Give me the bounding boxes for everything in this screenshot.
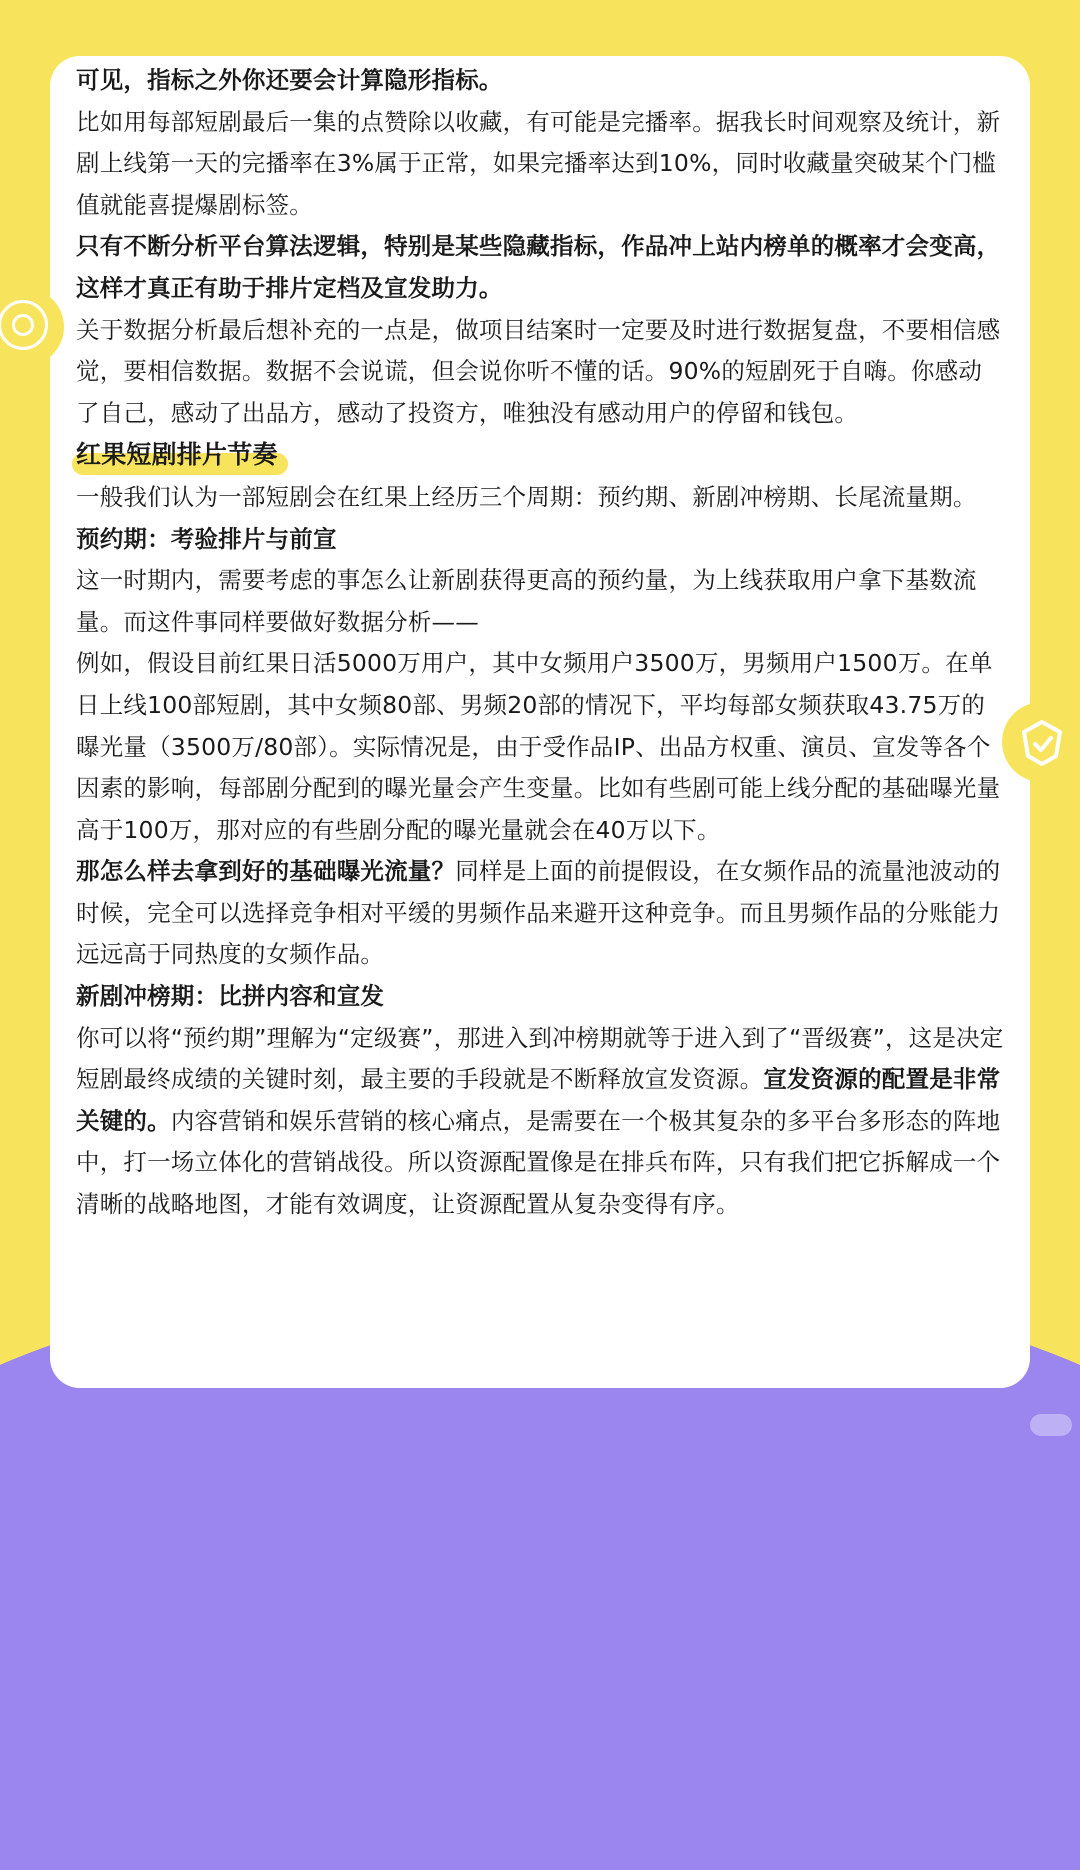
shield-check-icon bbox=[1002, 702, 1080, 782]
subheading-reservation-period: 预约期：考验排片与前宣 bbox=[76, 524, 337, 553]
paragraph-promotion-a: 你可以将“预约期”理解为“定级赛”，那进入到冲榜期就等于进入到了“晋级赛”，这是决定短剧最终成绩的关键时刻，最主要的手段就是不断释放宣发资源。 bbox=[76, 1023, 1004, 1094]
subheading-ranking-period: 新剧冲榜期：比拼内容和宣发 bbox=[76, 982, 385, 1011]
paragraph-reservation-detail: 这一时期内，需要考虑的事怎么让新剧获得更高的预约量，为上线获取用户拿下基数流量。而这件事同样要做好数据分析—— bbox=[76, 566, 977, 636]
paragraph-hidden-metrics-heading: 可见，指标之外你还要会计算隐形指标。 bbox=[76, 66, 503, 94]
bold-question: 那怎么样去拿到好的基础曝光流量？ bbox=[76, 857, 456, 886]
paragraph-completion-rate: 比如用每部短剧最后一集的点赞除以收藏，有可能是完播率。据我长时间观察及统计，新剧上线第一天的完播率在3%属于正常，如果完播率达到10%，同时收藏量突破某个门槛值就能喜提爆剧标签。 bbox=[76, 107, 1001, 219]
article-card bbox=[50, 56, 1030, 1388]
shield-check-svg bbox=[1002, 702, 1080, 782]
section-title-text: 红果短剧排片节奏 bbox=[76, 440, 278, 470]
paragraph-promotion bbox=[76, 1018, 1004, 1226]
paragraph-data-review: 关于数据分析最后想补充的一点是，做项目结案时一定要及时进行数据复盘，不要相信感觉，要相信数据。数据不会说谎，但会说你听不懂的话。90%的短剧死于自嗨。你感动了自己，感动了出品方，感动了投资方，唯独没有感动用户的停留和钱包。 bbox=[76, 315, 1001, 427]
paragraph-three-periods: 一般我们认为一部短剧会在红果上经历三个周期：预约期、新剧冲榜期、长尾流量期。 bbox=[76, 482, 977, 511]
section-title-wrap bbox=[76, 434, 1004, 477]
paragraph-base-exposure bbox=[76, 851, 1004, 976]
watermark-badge bbox=[1030, 1414, 1072, 1436]
paragraph-algorithm-analysis: 只有不断分析平台算法逻辑，特别是某些隐藏指标，作品冲上站内榜单的概率才会变高，这样才真正有助于排片定档及宣发助力。 bbox=[76, 232, 1001, 302]
paragraph-promotion-b: 内容营销和娱乐营销的核心痛点，是需要在一个极其复杂的多平台多形态的阵地中，打一场立体化的营销战役。所以资源配置像是在排兵布阵，只有我们把它拆解成一个清晰的战略地图，才能有效调度，让资源配置从复杂变得有序。 bbox=[76, 1106, 1001, 1219]
bold-promotion-key: 宣发资源的配置是非常关键的。 bbox=[76, 1065, 1001, 1135]
section-title bbox=[76, 434, 278, 477]
paragraph-exposure-example: 例如，假设目前红果日活5000万用户，其中女频用户3500万，男频用户1500万。在单日上线100部短剧，其中女频80部、男频20部的情况下，平均每部女频获取43.75万的曝光量（3500万/80部）。实际情况是，由于受作品IP、出品方权重、演员、宣发等各个因素的影响，每部剧分配到的曝光量会产生变量。比如有些剧可能上线分配的基础曝光量高于100万，那对应的有些剧分配的曝光量就会在40万以下。 bbox=[76, 649, 1001, 844]
paragraph-base-exposure-rest: 同样是上面的前提假设，在女频作品的流量池波动的时候，完全可以选择竞争相对平缓的男频作品来避开这种竞争。而且男频作品的分账能力远远高于同热度的女频作品。 bbox=[76, 857, 1001, 969]
